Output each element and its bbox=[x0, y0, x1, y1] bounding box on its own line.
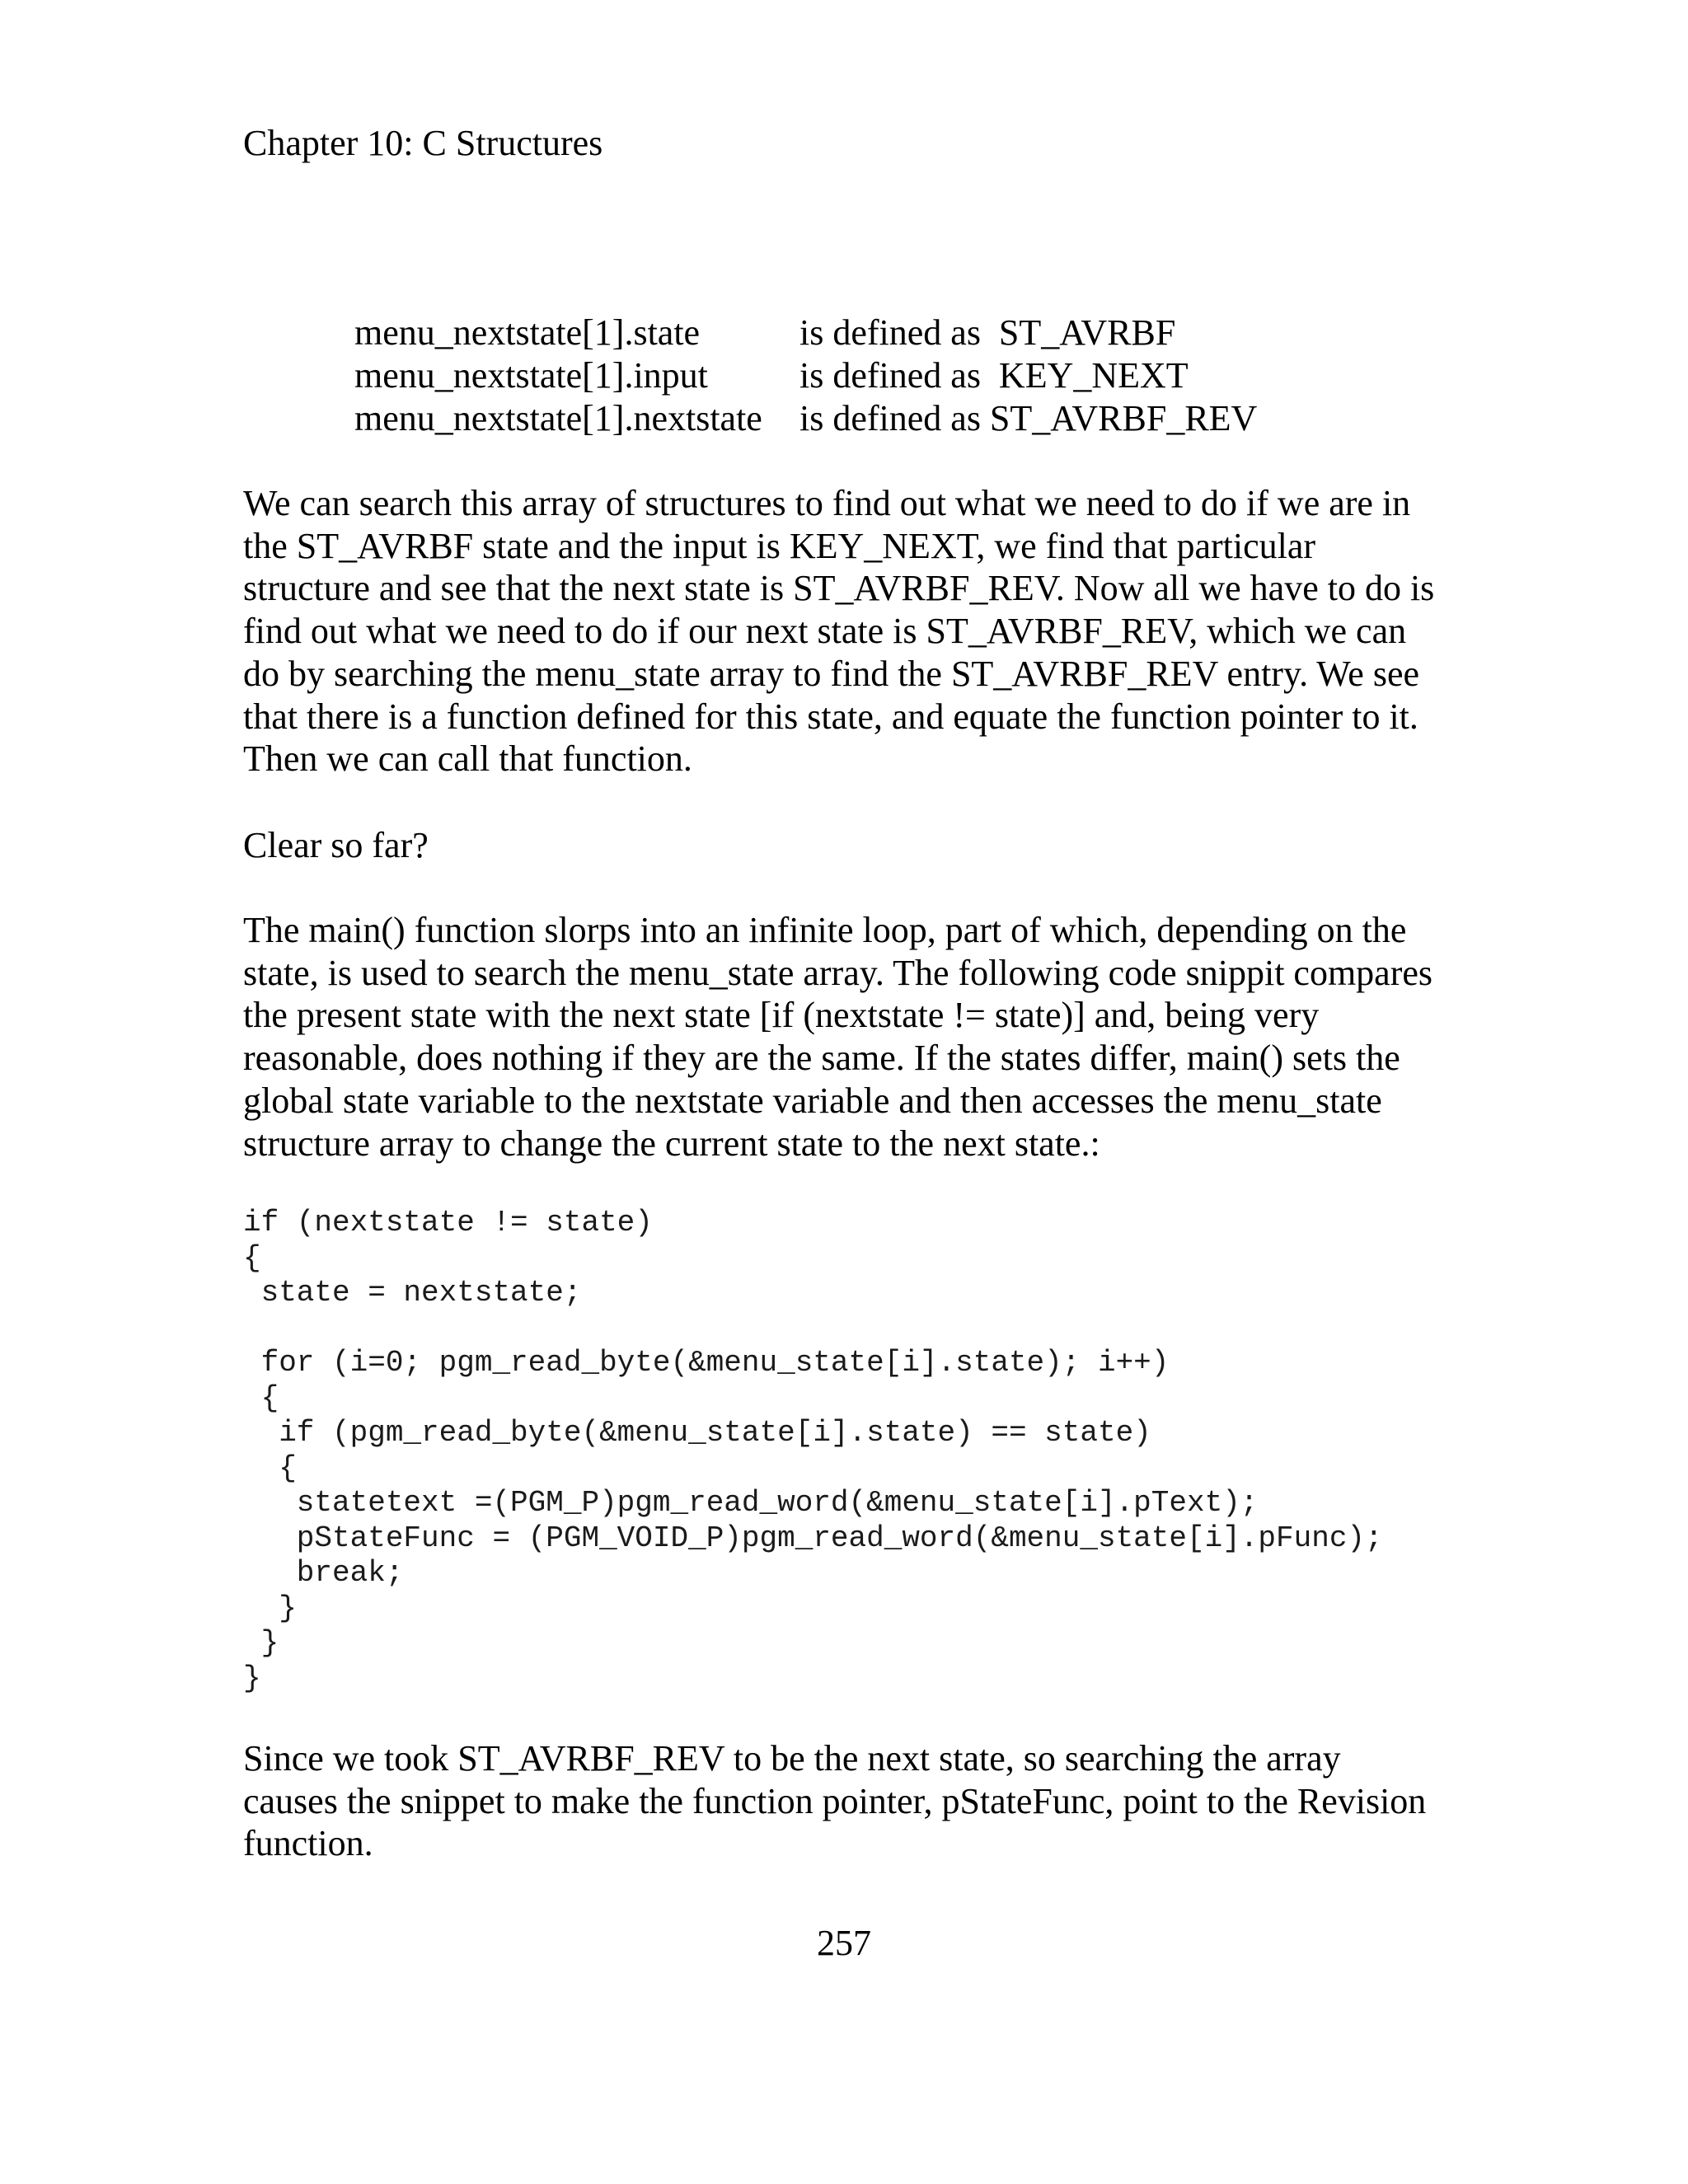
paragraph-line: state, is used to search the menu_state array. The following code snippit compares bbox=[243, 952, 1433, 993]
paragraph-line: reasonable, does nothing if they are the same. If the states differ, main() sets the bbox=[243, 1038, 1400, 1079]
paragraph-line: the present state with the next state [if (nextstate != state)] and, being very bbox=[243, 995, 1320, 1036]
definition-row bbox=[354, 397, 1257, 440]
code-line: state = nextstate; bbox=[243, 1276, 582, 1310]
paragraph-line: structure array to change the current state to the next state.: bbox=[243, 1122, 1100, 1164]
code-line: } bbox=[243, 1591, 297, 1625]
code-line bbox=[243, 1311, 1383, 1347]
paragraph-main-function bbox=[243, 909, 1479, 1165]
code-line: pStateFunc = (PGM_VOID_P)pgm_read_word(&menu_state[i].pFunc); bbox=[243, 1521, 1383, 1555]
code-line: { bbox=[243, 1380, 279, 1415]
definitions-table bbox=[354, 312, 1257, 440]
code-line: if (pgm_read_byte(&menu_state[i].state) == state) bbox=[243, 1416, 1151, 1450]
paragraph-line: causes the snippet to make the function pointer, pStateFunc, point to the Revision bbox=[243, 1780, 1427, 1821]
paragraph-line: the ST_AVRBF state and the input is KEY_NEXT, we find that particular bbox=[243, 525, 1316, 566]
paragraph-line: We can search this array of structures to find out what we need to do if we are in bbox=[243, 483, 1411, 523]
definition-member: menu_nextstate[1].input bbox=[354, 355, 708, 396]
running-head: Chapter 10: C Structures bbox=[243, 123, 603, 163]
code-line: break; bbox=[243, 1556, 404, 1590]
code-line: } bbox=[243, 1661, 261, 1695]
definition-row bbox=[354, 312, 1257, 354]
paragraph-clear-so-far bbox=[243, 824, 1479, 867]
code-snippet bbox=[243, 1206, 1383, 1696]
paragraph-conclusion bbox=[243, 1737, 1479, 1865]
paragraph-line: Since we took ST_AVRBF_REV to be the next state, so searching the array bbox=[243, 1738, 1341, 1779]
paragraph-line: global state variable to the nextstate variable and then accesses the menu_state bbox=[243, 1080, 1382, 1121]
code-line: { bbox=[243, 1240, 261, 1275]
code-line: } bbox=[243, 1626, 279, 1660]
paragraph-line: that there is a function defined for this state, and equate the function pointer to it. bbox=[243, 696, 1418, 737]
paragraph-line: Then we can call that function. bbox=[243, 738, 692, 780]
code-line: for (i=0; pgm_read_byte(&menu_state[i].state); i++) bbox=[243, 1346, 1170, 1380]
paragraph-line: structure and see that the next state is ST_AVRBF_REV. Now all we have to do is bbox=[243, 568, 1435, 609]
paragraph-line: Clear so far? bbox=[243, 825, 429, 865]
definition-member: menu_nextstate[1].state bbox=[354, 312, 701, 353]
paragraph-line: function. bbox=[243, 1823, 373, 1864]
definition-value: is defined as ST_AVRBF_REV bbox=[799, 398, 1258, 438]
paragraph-search-explanation bbox=[243, 482, 1479, 780]
page-number: 257 bbox=[817, 1923, 871, 1963]
definition-value: is defined as KEY_NEXT bbox=[799, 355, 1189, 396]
code-line: if (nextstate != state) bbox=[243, 1206, 653, 1240]
definition-row bbox=[354, 354, 1257, 397]
definition-value: is defined as ST_AVRBF bbox=[799, 312, 1176, 353]
paragraph-line: find out what we need to do if our next state is ST_AVRBF_REV, which we can bbox=[243, 611, 1407, 652]
definition-member: menu_nextstate[1].nextstate bbox=[354, 398, 762, 438]
paragraph-line: do by searching the menu_state array to find the ST_AVRBF_REV entry. We see bbox=[243, 653, 1420, 694]
paragraph-line: The main() function slorps into an infinite loop, part of which, depending on the bbox=[243, 910, 1407, 950]
code-line: statetext =(PGM_P)pgm_read_word(&menu_state[i].pText); bbox=[243, 1486, 1259, 1520]
code-line: { bbox=[243, 1451, 297, 1485]
